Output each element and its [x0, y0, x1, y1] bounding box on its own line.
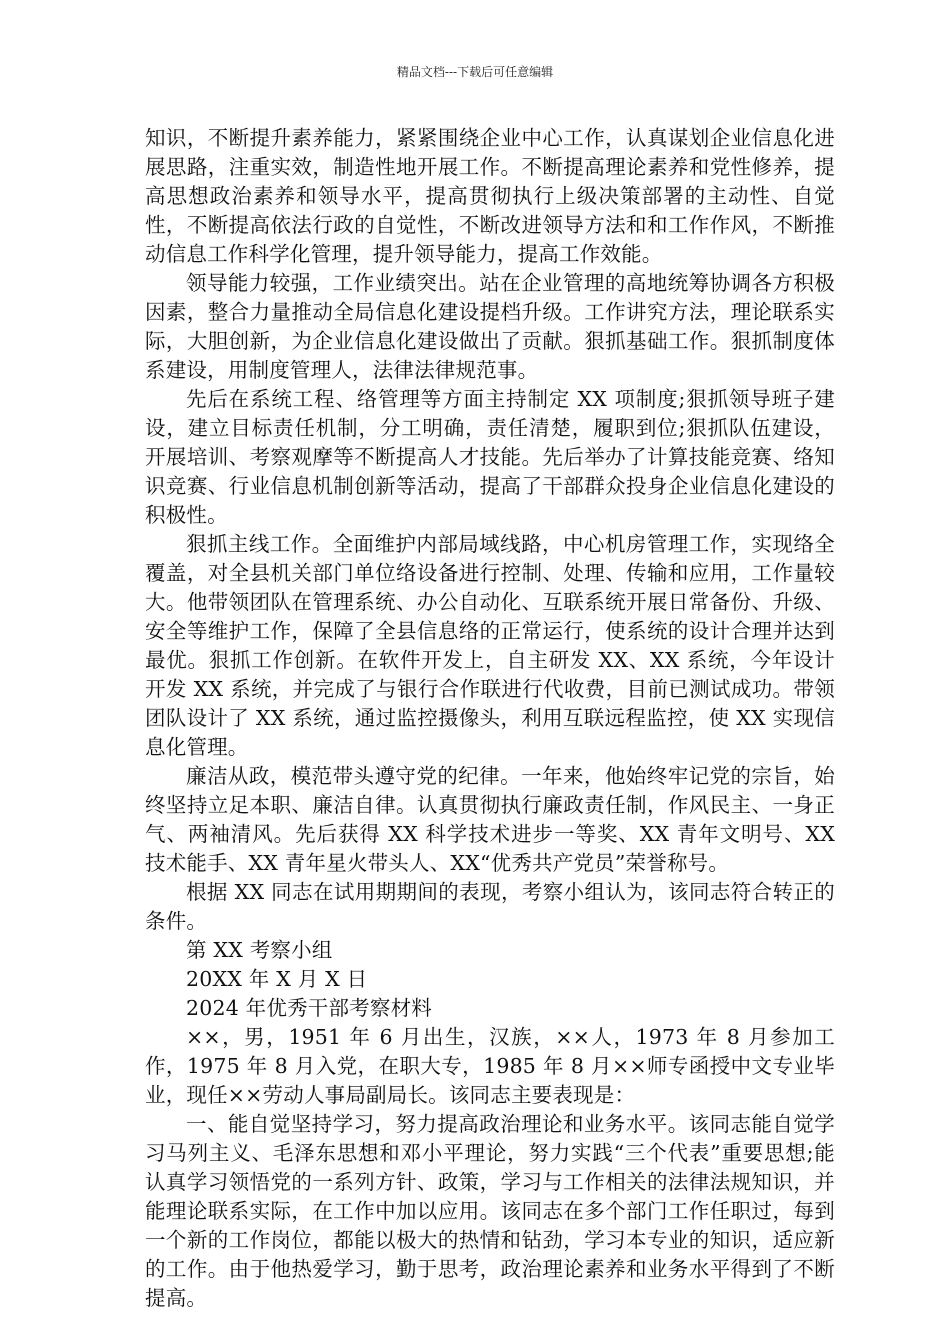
document-body: [145, 124, 835, 1313]
page-header: 精品文档---下载后可任意编辑: [396, 65, 554, 79]
paragraph-knowledge: 知识，不断提升素养能力，紧紧围绕企业中心工作，认真谋划企业信息化进展思路，注重实效，制造性地开展工作。不断提高理论素养和党性修养，提高思想政治素养和领导水平，提高贯彻执行上级决策部署的主动性、自觉性，不断提高依法行政的自觉性，不断改进领导方法和和工作作风，不断推动信息工作科学化管理，提升领导能力，提高工作效能。: [145, 126, 835, 266]
paragraph-leadership: 领导能力较强，工作业绩突出。站在企业管理的高地统筹协调各方积极因素，整合力量推动全局信息化建设提档升级。工作讲究方法，理论联系实际，大胆创新，为企业信息化建设做出了贡献。狠抓基础工作。狠抓制度体系建设，用制度管理人，法律法律规范事。: [145, 271, 835, 382]
paragraph-integrity: 廉洁从政，模范带头遵守党的纪律。一年来，他始终牢记党的宗旨，始终坚持立足本职、廉洁自律。认真贯彻执行廉政责任制，作风民主、一身正气、两袖清风。先后获得 XX 科学技术进步一等奖、XX 青年文明号、XX 技术能手、XX 青年星火带头人、XX“优秀共产党员”荣誉称号。: [145, 764, 835, 875]
signature-date: 20XX 年 X 月 X 日: [186, 967, 368, 991]
paragraph-study: 一、能自觉坚持学习，努力提高政治理论和业务水平。该同志能自觉学习马列主义、毛泽东思想和邓小平理论，努力实践“三个代表”重要思想;能认真学习领悟党的一系列方针、政策，学习与工作相关的法律法规知识，并能理论联系实际，在工作中加以应用。该同志在多个部门工作任职过，每到一个新的工作岗位，都能以极大的热情和钻劲，学习本专业的知识，适应新的工作。由于他热爱学习，勤于思考，政治理论素养和业务水平得到了不断提高。: [145, 1112, 835, 1310]
signature-group: 第 XX 考察小组: [186, 938, 333, 962]
paragraph-conclusion: 根据 XX 同志在试用期期间的表现，考察小组认为，该同志符合转正的条件。: [145, 880, 835, 933]
paragraph-profile: ××，男，1951 年 6 月出生，汉族，××人，1973 年 8 月参加工作，1975 年 8 月入党，在职大专，1985 年 8 月××师专函授中文专业毕业，现任××劳动人事局副局长。该同志主要表现是：: [145, 1025, 835, 1107]
paragraph-systems: 先后在系统工程、络管理等方面主持制定 XX 项制度;狠抓领导班子建设，建立目标责任机制，分工明确，责任清楚，履职到位;狠抓队伍建设，开展培训、考察观摩等不断提高人才技能。先后举办了计算技能竞赛、络知识竞赛、行业信息机制创新等活动，提高了干部群众投身企业信息化建设的积极性。: [145, 387, 835, 527]
section-title: 2024 年优秀干部考察材料: [186, 996, 432, 1020]
paragraph-mainline-work: 狠抓主线工作。全面维护内部局域线路，中心机房管理工作，实现络全覆盖，对全县机关部门单位络设备进行控制、处理、传输和应用，工作量较大。他带领团队在管理系统、办公自动化、互联系统开展日常备份、升级、安全等维护工作，保障了全县信息络的正常运行，使系统的设计合理并达到最优。狠抓工作创新。在软件开发上，自主研发 XX、XX 系统，今年设计开发 XX 系统，并完成了与银行合作联进行代收费，目前已测试成功。带领团队设计了 XX 系统，通过监控摄像头，利用互联远程监控，使 XX 实现信息化管理。: [145, 532, 835, 759]
